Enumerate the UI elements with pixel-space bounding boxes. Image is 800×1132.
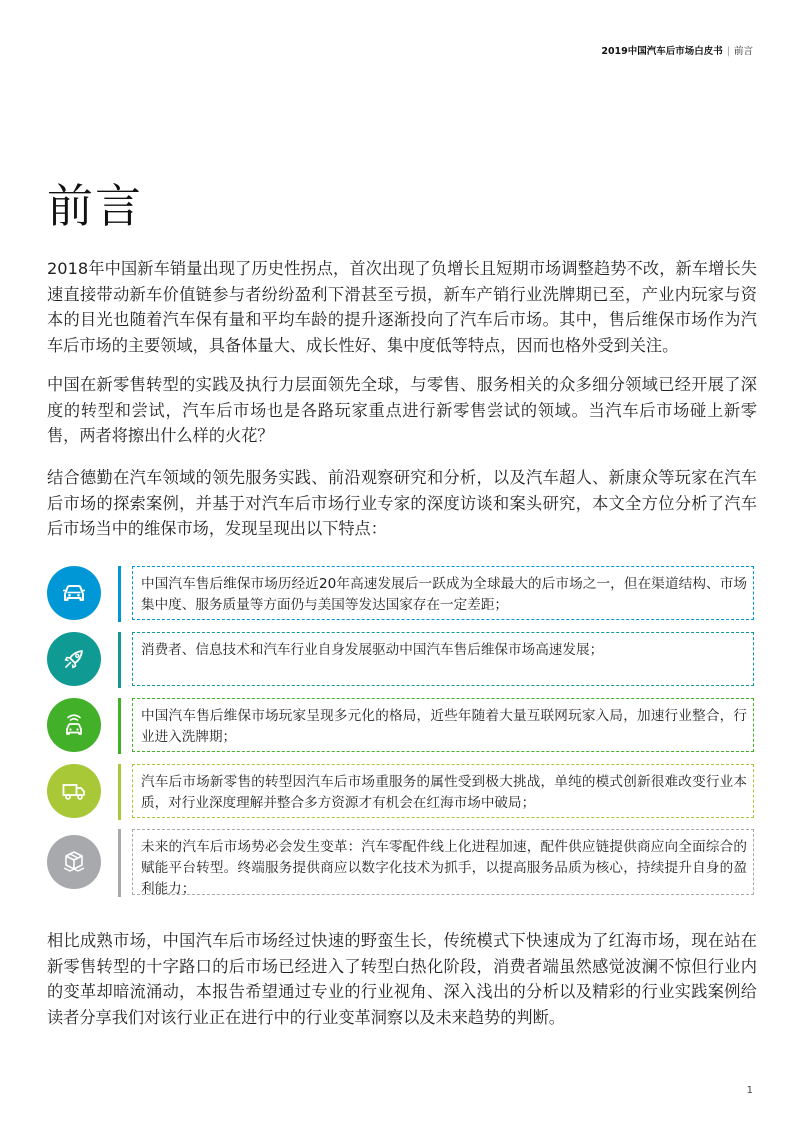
finding-item (47, 764, 757, 820)
finding-accent-bar (118, 764, 121, 820)
intro-paragraph-3: 结合德勤在汽车领域的领先服务实践、前沿观察研究和分析，以及汽车超人、新康众等玩家在汽车后市场的探索案例，并基于对汽车后市场行业专家的深度访谈和案头研究，本文全方位分析了汽车后市场当中的维保市场，发现呈现出以下特点： (47, 468, 757, 538)
finding-text: 汽车后市场新零售的转型因汽车后市场重服务的属性受到极大挑战，单纯的模式创新很难改变行业本质，对行业深度理解并整合多方资源才有机会在红海市场中破局； (132, 764, 754, 818)
page-number: 1 (746, 1085, 753, 1096)
finding-text: 消费者、信息技术和汽车行业自身发展驱动中国汽车售后维保市场高速发展； (132, 632, 754, 686)
finding-icon-circle (47, 566, 101, 620)
finding-accent-bar (118, 698, 121, 754)
finding-item (47, 566, 757, 622)
finding-icon-circle (47, 835, 101, 889)
header-section: 前言 (733, 46, 753, 57)
rocket-icon (60, 645, 88, 673)
finding-item (47, 632, 757, 688)
car-icon (60, 579, 88, 607)
connected-car-icon (60, 711, 88, 739)
finding-icon-circle (47, 764, 101, 818)
finding-item (47, 829, 757, 897)
intro-paragraph-1: 2018年中国新车销量出现了历史性拐点，首次出现了负增长且短期市场调整趋势不改，新车增长失速直接带动新车价值链参与者纷纷盈利下滑甚至亏损，新车产销行业洗牌期已至，产业内玩家与资本的目光也随着汽车保有量和平均车龄的提升逐渐投向了汽车后市场。其中，售后维保市场作为汽车后市场的主要领域，具备体量大、成长性好、集中度低等特点，因而也格外受到关注。 (47, 259, 757, 355)
finding-text: 未来的汽车后市场势必会发生变革：汽车零配件线上化进程加速，配件供应链提供商应向全面综合的赋能平台转型。终端服务提供商应以数字化技术为抓手，以提高服务品质为核心，持续提升自身的盈利能力； (132, 829, 754, 895)
closing-paragraph: 相比成熟市场，中国汽车后市场经过快速的野蛮生长，传统模式下快速成为了红海市场，现在站在新零售转型的十字路口的后市场已经进入了转型白热化阶段，消费者端虽然感觉波澜不惊但行业内的变革却暗流涌动，本报告希望通过专业的行业视角、深入浅出的分析以及精彩的行业实践案例给读者分享我们对该行业正在进行中的行业变革洞察以及未来趋势的判断。 (47, 931, 757, 1027)
finding-accent-bar (118, 632, 121, 688)
truck-icon (60, 777, 88, 805)
report-title: 2019中国汽车后市场白皮书 (601, 46, 723, 57)
finding-text: 中国汽车售后维保市场玩家呈现多元化的格局，近些年随着大量互联网玩家入局，加速行业整合，行业进入洗牌期； (132, 698, 754, 752)
intro-paragraph-2: 中国在新零售转型的实践及执行力层面领先全球，与零售、服务相关的众多细分领域已经开展了深度的转型和尝试，汽车后市场也是各路玩家重点进行新零售尝试的领域。当汽车后市场碰上新零售，两者将擦出什么样的火花？ (47, 375, 757, 445)
finding-icon-circle (47, 632, 101, 686)
finding-text: 中国汽车售后维保市场历经近20年高速发展后一跃成为全球最大的后市场之一，但在渠道结构、市场集中度、服务质量等方面仍与美国等发达国家存在一定差距； (132, 566, 754, 620)
header-separator: | (726, 46, 730, 57)
page-title: 前言 (47, 179, 143, 233)
finding-accent-bar (118, 566, 121, 622)
finding-accent-bar (118, 829, 121, 897)
boxes-icon (60, 848, 88, 876)
running-header (601, 43, 753, 57)
finding-icon-circle (47, 698, 101, 752)
finding-item (47, 698, 757, 754)
